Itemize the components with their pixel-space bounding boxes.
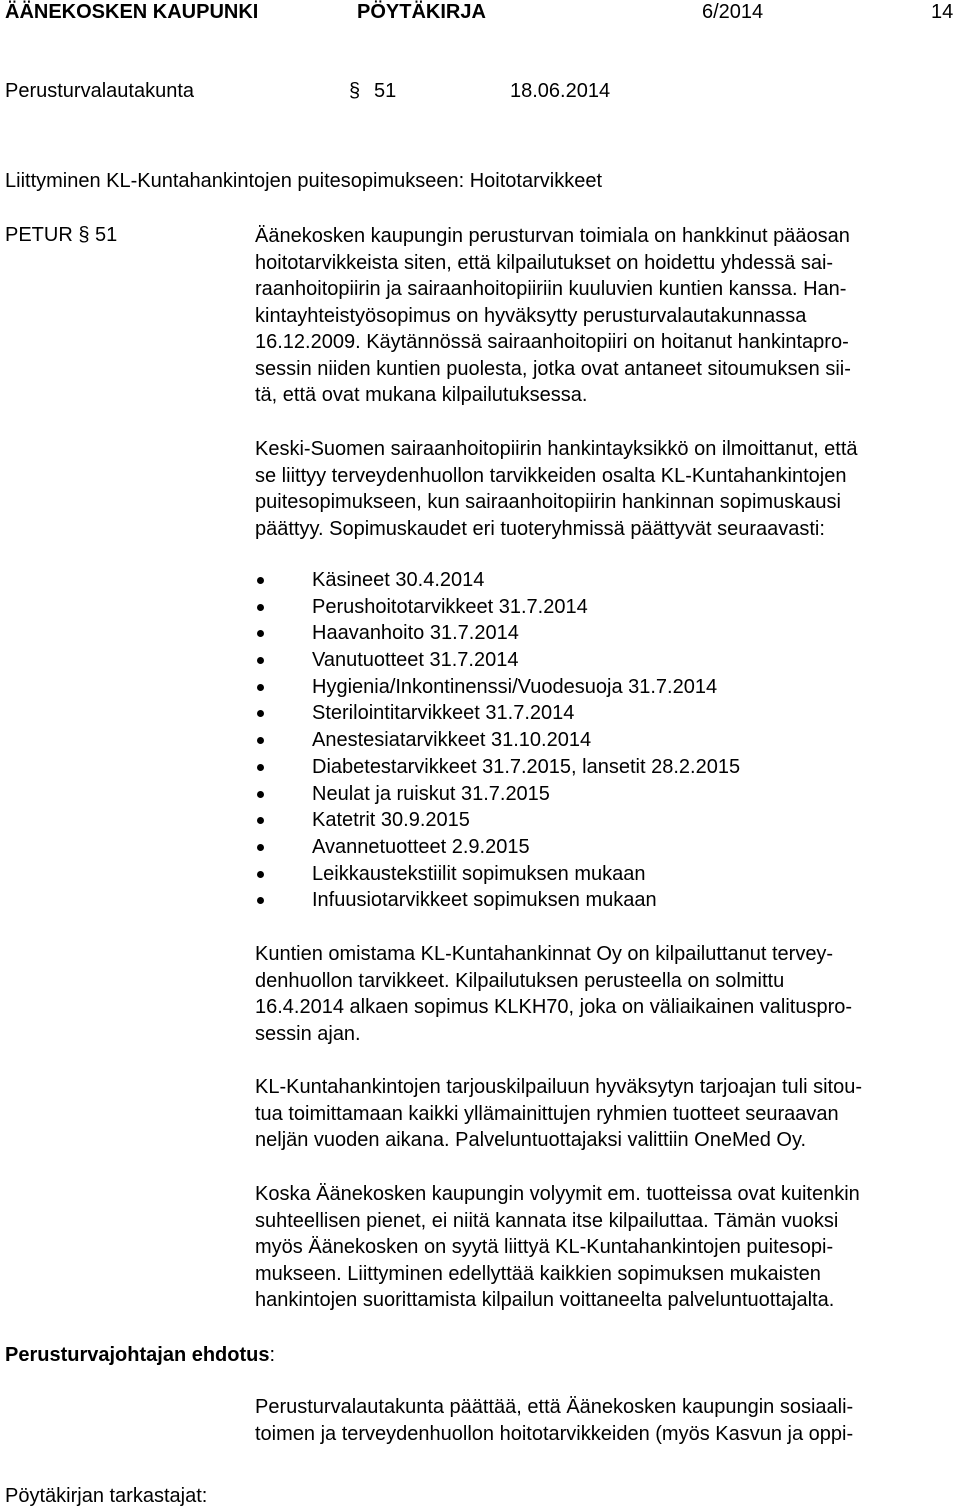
paragraph-tender xyxy=(255,941,955,1047)
list-item: Perushoitotarvikkeet 31.7.2014 xyxy=(255,594,740,621)
bullet-icon xyxy=(257,737,264,744)
list-item: Neulat ja ruiskut 31.7.2015 xyxy=(255,781,740,808)
bullet-icon xyxy=(257,577,264,584)
page-number: 14 xyxy=(931,1,954,23)
section-mark: § xyxy=(349,80,361,102)
text-line: tä, että ovat mukana kilpailutuksessa. xyxy=(255,384,588,406)
list-item: Katetrit 30.9.2015 xyxy=(255,807,740,834)
paragraph-supplier xyxy=(255,1074,955,1154)
paragraph-justification xyxy=(255,1181,955,1314)
list-item: Haavanhoito 31.7.2014 xyxy=(255,620,740,647)
item-title: Liittyminen KL-Kuntahankintojen puitesopimukseen: Hoitotarvikkeet xyxy=(5,170,603,192)
committee-name: Perusturvalautakunta xyxy=(5,80,195,102)
text-line: mukseen. Liittyminen edellyttää kaikkien sopimuksen mukaisten xyxy=(255,1262,821,1285)
paragraph-background xyxy=(255,223,955,409)
list-item: Avannetuotteet 2.9.2015 xyxy=(255,834,740,861)
text-line: sessin ajan. xyxy=(255,1022,361,1045)
list-item: Leikkaustekstiilit sopimuksen mukaan xyxy=(255,861,740,888)
paragraph-notice xyxy=(255,436,955,542)
bullet-icon xyxy=(257,844,264,851)
text-line: toimen ja terveydenhuollon hoitotarvikkeiden (myös Kasvun ja oppi- xyxy=(255,1422,854,1445)
text-line: Kuntien omistama KL-Kuntahankinnat Oy on kilpailuttanut tervey- xyxy=(255,943,834,965)
list-item: Sterilointitarvikkeet 31.7.2014 xyxy=(255,700,740,727)
text-line: Äänekosken kaupungin perusturvan toimiala on hankkinut pääosan xyxy=(255,225,850,247)
minutes-checkers-label: Pöytäkirjan tarkastajat: xyxy=(5,1485,208,1507)
bullet-icon xyxy=(257,604,264,611)
text-line: 16.4.2014 alkaen sopimus KLKH70, joka on väliaikainen valituspro- xyxy=(255,996,853,1018)
bullet-icon xyxy=(257,684,264,691)
bullet-icon xyxy=(257,791,264,798)
text-line: Keski-Suomen sairaanhoitopiirin hankintayksikkö on ilmoittanut, että xyxy=(255,438,858,460)
item-reference: PETUR § 51 xyxy=(5,224,118,246)
text-line: neljän vuoden aikana. Palveluntuottajaksi valittiin OneMed Oy. xyxy=(255,1129,807,1151)
text-line: denhuollon tarvikkeet. Kilpailutuksen perusteella on solmittu xyxy=(255,969,785,992)
proposal-label: Perusturvajohtajan ehdotus: xyxy=(5,1344,276,1366)
text-line: se liittyy terveydenhuollon tarvikkeiden osalta KL-Kuntahankintojen xyxy=(255,464,847,487)
bullet-icon xyxy=(257,871,264,878)
list-item: Infuusiotarvikkeet sopimuksen mukaan xyxy=(255,887,740,914)
text-line: Koska Äänekosken kaupungin volyymit em. tuotteissa ovat kuitenkin xyxy=(255,1183,860,1205)
text-line: raanhoitopiirin ja sairaanhoitopiiriin kuuluvien kuntien kanssa. Han- xyxy=(255,278,847,300)
text-line: hankintojen suorittamista kilpailun voittaneelta palveluntuottajalta. xyxy=(255,1289,835,1311)
section-number: 51 xyxy=(374,80,397,102)
text-line: tua toimittamaan kaikki yllämainittujen ryhmien tuotteet seuraavan xyxy=(255,1102,839,1125)
bullet-icon xyxy=(257,657,264,664)
doc-type: PÖYTÄKIRJA xyxy=(357,1,486,23)
list-item: Hygienia/Inkontinenssi/Vuodesuoja 31.7.2014 xyxy=(255,674,740,701)
list-item: Käsineet 30.4.2014 xyxy=(255,567,740,594)
meeting-date: 18.06.2014 xyxy=(510,80,611,102)
paragraph-decision xyxy=(255,1394,955,1447)
list-item: Anestesiatarvikkeet 31.10.2014 xyxy=(255,727,740,754)
text-line: 16.12.2009. Käytännössä sairaanhoitopiiri on hoitanut hankintapro- xyxy=(255,331,849,353)
bullet-icon xyxy=(257,897,264,904)
text-line: hoitotarvikkeista siten, että kilpailutukset on hoidettu yhdessä sai- xyxy=(255,251,834,274)
text-line: KL-Kuntahankintojen tarjouskilpailuun hyväksytyn tarjoajan tuli sitou- xyxy=(255,1076,863,1098)
text-line: puitesopimukseen, kun sairaanhoitopiirin hankinnan sopimuskausi xyxy=(255,491,841,513)
org-name: ÄÄNEKOSKEN KAUPUNKI xyxy=(5,1,259,23)
text-line: suhteellisen pienet, ei niitä kannata itse kilpailuttaa. Tämän vuoksi xyxy=(255,1209,839,1232)
text-line: sessin niiden kuntien puolesta, jotka ovat antaneet sitoumuksen sii- xyxy=(255,357,851,380)
issue-number: 6/2014 xyxy=(702,1,764,23)
list-item: Vanutuotteet 31.7.2014 xyxy=(255,647,740,674)
text-line: Perusturvalautakunta päättää, että Äänekosken kaupungin sosiaali- xyxy=(255,1396,854,1418)
bullet-icon xyxy=(257,710,264,717)
bullet-icon xyxy=(257,764,264,771)
text-line: myös Äänekosken on syytä liittyä KL-Kuntahankintojen puitesopi- xyxy=(255,1236,834,1258)
text-line: päättyy. Sopimuskaudet eri tuoteryhmissä päättyvät seuraavasti: xyxy=(255,517,825,540)
contract-period-list xyxy=(255,567,740,914)
text-line: kintayhteistyösopimus on hyväksytty perusturvalautakunnassa xyxy=(255,304,807,327)
bullet-icon xyxy=(257,817,264,824)
list-item: Diabetestarvikkeet 31.7.2015, lansetit 28.2.2015 xyxy=(255,754,740,781)
bullet-icon xyxy=(257,630,264,637)
